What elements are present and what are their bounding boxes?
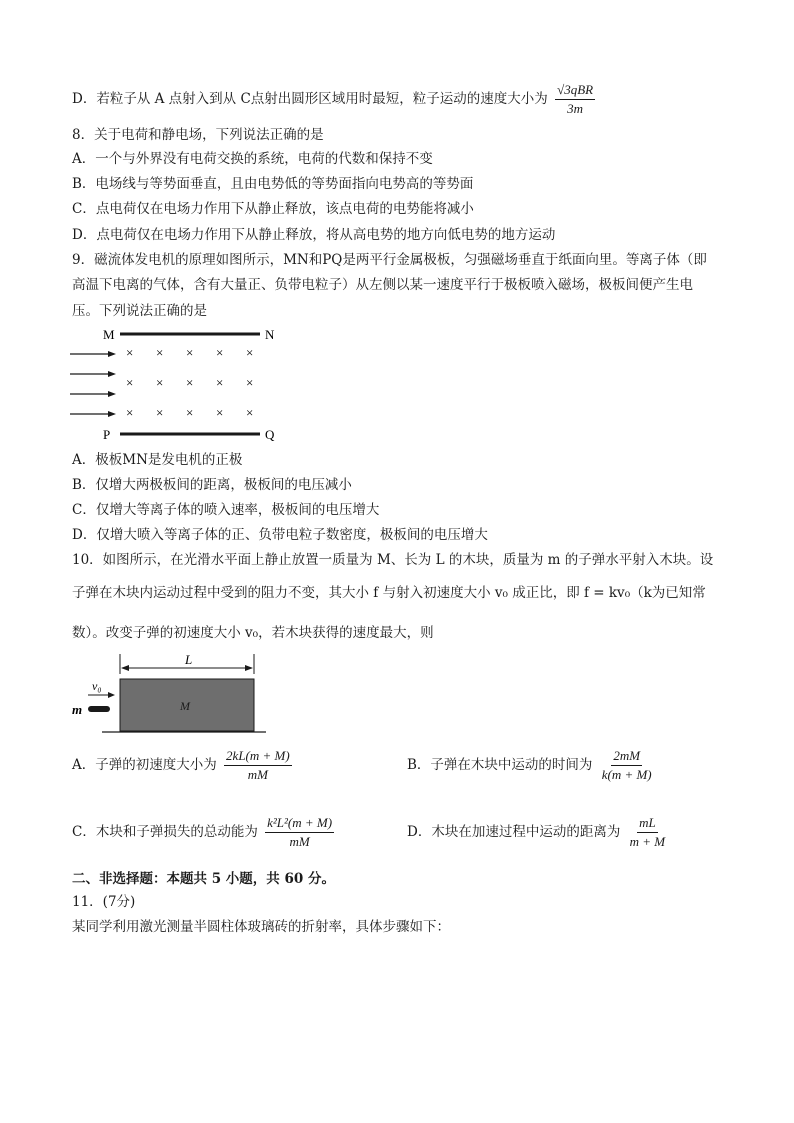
q9-stem-line3: 压。下列说法正确的是 [72, 303, 207, 319]
q9-option-d: D．仅增大喷入等离子体的正、负带电粒子数密度，极板间的电压增大 [72, 527, 488, 543]
q11-number: 11．(7分) [72, 894, 136, 910]
fraction-denominator: m + M [629, 834, 666, 849]
fraction-numerator: mL [637, 815, 658, 833]
q8-option-d: D．点电荷仅在电场力作用下从静止释放，将从高电势的地方向低电势的地方运动 [72, 227, 556, 243]
plate-label-n: N [265, 327, 275, 342]
plate-label-q: Q [265, 427, 275, 442]
bullet-mass-label: m [72, 702, 83, 717]
svg-text:×: × [186, 405, 194, 420]
velocity-label: v₀ [92, 679, 102, 693]
fraction-denominator: mM [289, 834, 310, 849]
q10-stem-line3: 数）。改变子弹的初速度大小 v₀，若木块获得的速度最大，则 [72, 625, 434, 641]
length-label-l: L [185, 652, 193, 667]
q7-option-d [72, 82, 595, 117]
q10-option-b-text: B．子弹在木块中运动的时间为 [407, 757, 593, 773]
fraction-denominator: k(m + M) [601, 767, 652, 782]
q9-option-b: B．仅增大两极板间的距离，极板间的电压减小 [72, 477, 352, 493]
q10-option-d-text: D．木块在加速过程中运动的距离为 [407, 824, 621, 840]
q10-option-d-fraction [628, 815, 668, 850]
svg-text:×: × [156, 405, 164, 420]
q7-option-d-text: D．若粒子从 A 点射入到从 C点射出圆形区域用时最短，粒子运动的速度大小为 [72, 91, 548, 107]
q10-option-a [72, 748, 292, 783]
velocity-arrow-head [108, 692, 115, 698]
q10-option-c [72, 815, 334, 850]
svg-text:×: × [186, 345, 194, 360]
q10-stem-line2: 子弹在木块内运动过程中受到的阻力不变，其大小 f 与射入初速度大小 v₀ 成正比，即 f = kv₀（k为已知常 [72, 585, 706, 601]
magnetic-field-crosses [126, 345, 253, 420]
q8-option-b: B．电场线与等势面垂直，且由电势低的等势面指向电势高的等势面 [72, 176, 474, 192]
svg-text:×: × [156, 345, 164, 360]
q8-stem: 8．关于电荷和静电场，下列说法正确的是 [72, 127, 324, 143]
plate-label-p: P [103, 427, 111, 442]
svg-text:×: × [186, 375, 194, 390]
plasma-injection-arrows [70, 351, 116, 417]
fraction-numerator: √3qBR [555, 82, 595, 100]
fraction-numerator: 2kL(m + M) [224, 748, 292, 766]
bullet [88, 706, 110, 712]
svg-text:×: × [246, 345, 254, 360]
fraction-numerator: 2mM [611, 748, 642, 766]
fraction-denominator: 3m [567, 101, 584, 116]
q9-mhd-generator-figure [60, 322, 300, 444]
q10-option-d [407, 815, 667, 850]
svg-text:×: × [216, 405, 224, 420]
q10-option-b [407, 748, 654, 783]
q9-stem-line2: 高温下电离的气体，含有大量正、负带电粒子）从左侧以某一速度平行于极板喷入磁场，极板间便产生电 [72, 277, 693, 293]
q10-option-a-text: A．子弹的初速度大小为 [72, 757, 217, 773]
svg-text:×: × [126, 345, 134, 360]
plate-label-m: M [103, 327, 115, 342]
q9-stem-line1: 9．磁流体发电机的原理如图所示，MN和PQ是两平行金属极板，匀强磁场垂直于纸面向里。等离子体（即 [72, 252, 707, 268]
q7-option-d-fraction [555, 82, 595, 117]
q10-bullet-block-figure [66, 652, 266, 742]
dimension-arrow-left [121, 665, 129, 671]
q10-option-b-fraction [600, 748, 654, 783]
dimension-arrow-right [245, 665, 253, 671]
svg-text:×: × [246, 405, 254, 420]
q11-text: 某同学利用激光测量半圆柱体玻璃砖的折射率，具体步骤如下： [72, 919, 450, 935]
svg-text:×: × [156, 375, 164, 390]
q10-option-a-fraction [224, 748, 292, 783]
fraction-denominator: mM [247, 767, 268, 782]
q8-option-a: A．一个与外界没有电荷交换的系统，电荷的代数和保持不变 [72, 151, 433, 167]
svg-text:×: × [126, 405, 134, 420]
q9-option-c: C．仅增大等离子体的喷入速率，极板间的电压增大 [72, 502, 380, 518]
block-mass-label: M [180, 699, 190, 713]
svg-text:×: × [216, 345, 224, 360]
q10-option-c-fraction [265, 815, 334, 850]
q8-option-c: C．点电荷仅在电场力作用下从静止释放，该点电荷的电势能将减小 [72, 201, 474, 217]
fraction-numerator: k²L²(m + M) [265, 815, 334, 833]
q10-stem-line1: 10．如图所示，在光滑水平面上静止放置一质量为 M、长为 L 的木块，质量为 m 的子弹水平射入木块。设 [72, 552, 714, 568]
section-heading: 二、非选择题：本题共 5 小题，共 60 分。 [72, 871, 335, 887]
q9-option-a: A．极板MN是发电机的正极 [72, 452, 243, 468]
svg-text:×: × [216, 375, 224, 390]
q10-option-c-text: C．木块和子弹损失的总动能为 [72, 824, 258, 840]
svg-text:×: × [246, 375, 254, 390]
svg-text:×: × [126, 375, 134, 390]
